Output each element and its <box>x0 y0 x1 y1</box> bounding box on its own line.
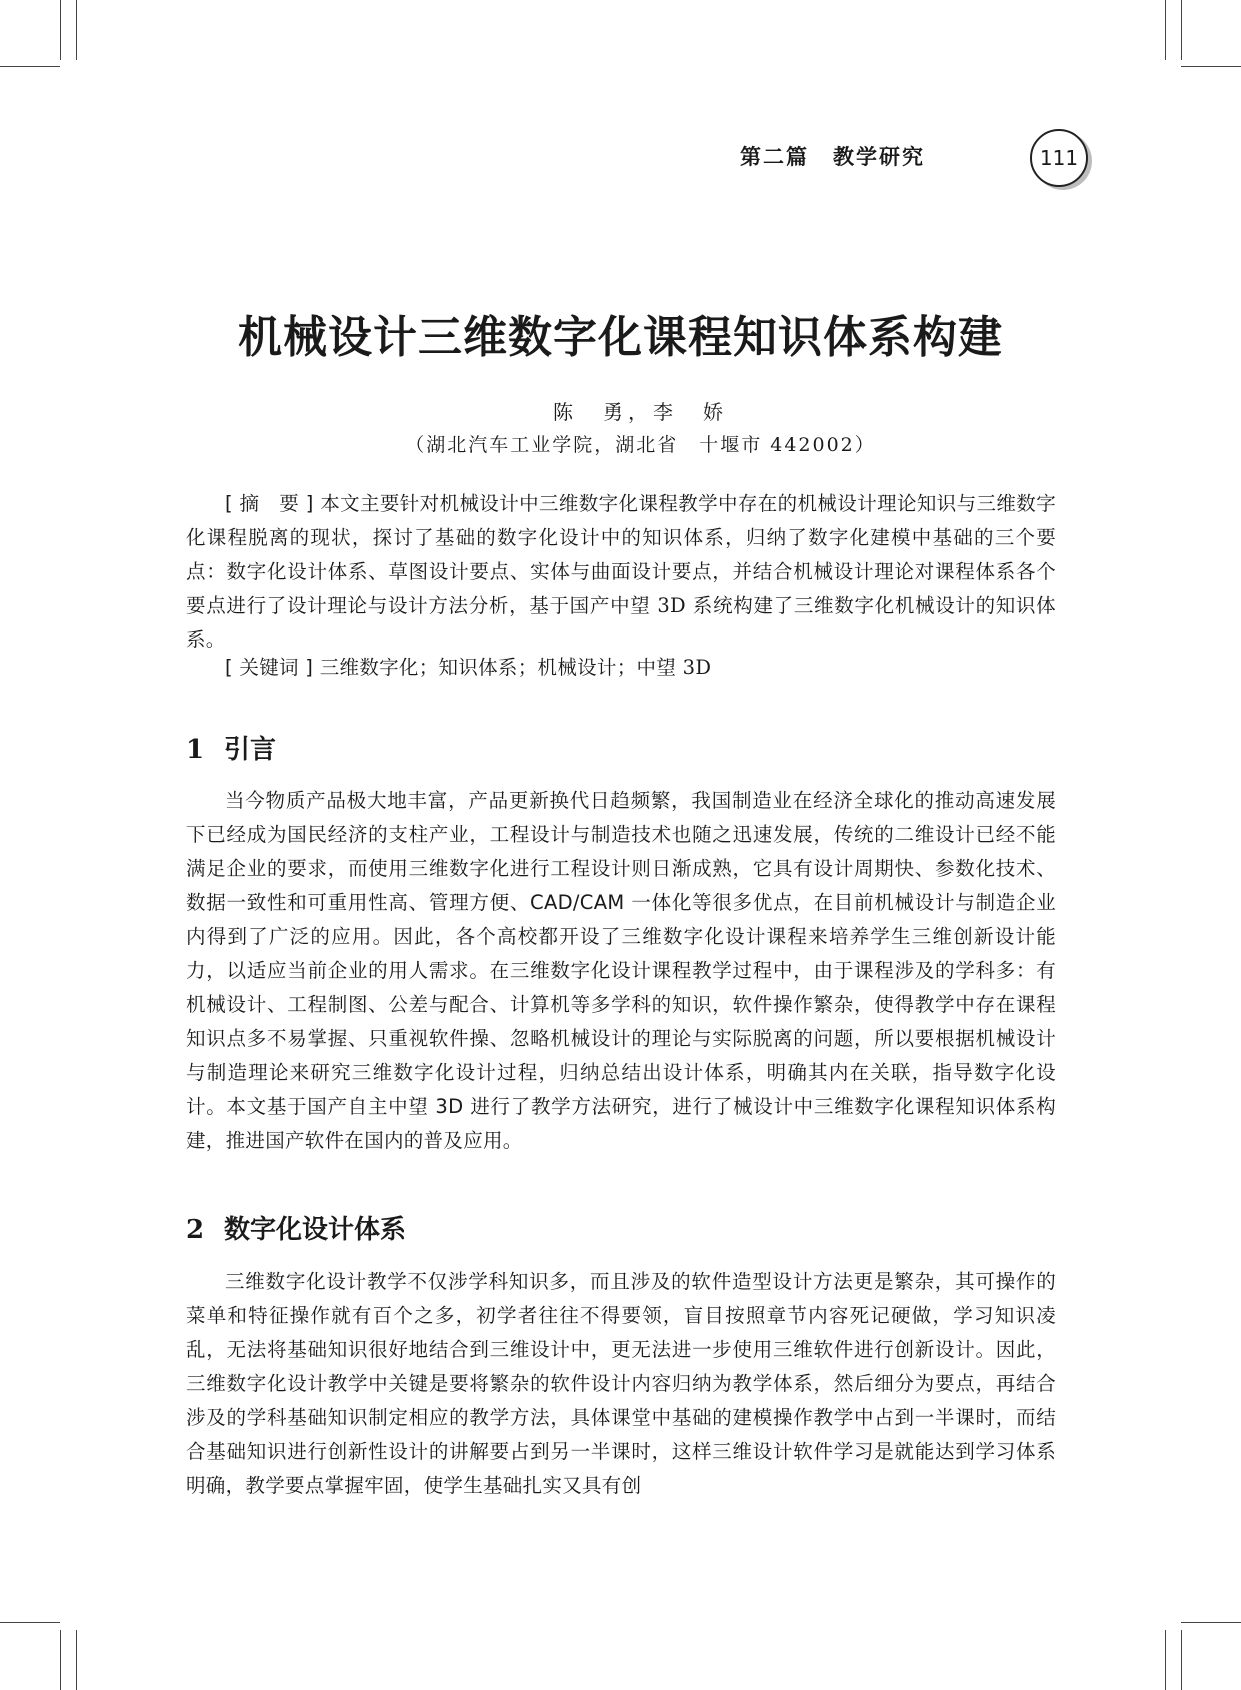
affiliation: （湖北汽车工业学院，湖北省 十堰市 442002） <box>405 434 876 456</box>
section-heading-2 <box>186 1209 406 1246</box>
section-title: 数字化设计体系 <box>224 1215 407 1245</box>
section-heading-1 <box>186 729 276 766</box>
crop-mark <box>1181 0 1182 60</box>
crop-mark <box>0 1622 60 1623</box>
abstract-text: 本文主要针对机械设计中三维数字化课程教学中存在的机械设计理论知识与三维数字化课程脱离的现状，探讨了基础的数字化设计中的知识体系，归纳了数字化建模中基础的三个要点：数字化设计体系、草图设计要点、实体与曲面设计要点，并结合机械设计理论对课程体系各个要点进行了设计理论与设计方法分析，基于国产中望 3D 系统构建了三维数字化机械设计的知识体系。 <box>186 492 1056 651</box>
crop-mark <box>1181 1622 1241 1623</box>
section-body-1 <box>186 784 1056 1158</box>
crop-mark <box>76 0 77 60</box>
running-head <box>740 141 925 171</box>
section-number: 2 <box>186 1215 205 1245</box>
crop-mark <box>0 66 60 67</box>
crop-mark <box>1165 1630 1166 1690</box>
section-paragraph: 当今物质产品极大地丰富，产品更新换代日趋频繁，我国制造业在经济全球化的推动高速发展下已经成为国民经济的支柱产业，工程设计与制造技术也随之迅速发展，传统的二维设计已经不能满足企业的要求，而使用三维数字化进行工程设计则日渐成熟，它具有设计周期快、参数化技术、数据一致性和可重用性高、管理方便、CAD/CAM 一体化等很多优点，在目前机械设计与制造企业内得到了广泛的应用。因此，各个高校都开设了三维数字化设计课程来培养学生三维创新设计能力，以适应当前企业的用人需求。在三维数字化设计课程教学过程中，由于课程涉及的学科多：有机械设计、工程制图、公差与配合、计算机等多学科的知识，软件操作繁杂，使得教学中存在课程知识点多不易掌握、只重视软件操、忽略机械设计的理论与实际脱离的问题，所以要根据机械设计与制造理论来研究三维数字化设计过程，归纳总结出设计体系，明确其内在关联，指导数字化设计。本文基于国产自主中望 3D 进行了教学方法研究，进行了械设计中三维数字化课程知识体系构建，推进国产软件在国内的普及应用。 <box>186 789 1056 1152</box>
keywords-label: [ 关键词 ] <box>225 656 314 679</box>
crop-mark <box>1181 1630 1182 1690</box>
keywords-paragraph <box>186 651 1056 685</box>
keywords <box>186 651 1056 685</box>
page-number-badge <box>1030 129 1088 187</box>
section-body-2 <box>186 1265 1056 1503</box>
keywords-text: 三维数字化；知识体系；机械设计；中望 3D <box>319 656 712 679</box>
abstract <box>186 487 1056 657</box>
running-head-part: 第二篇 <box>740 144 809 169</box>
abstract-label: [ 摘 要 ] <box>225 492 314 515</box>
crop-mark <box>1165 0 1166 60</box>
page-number: 111 <box>1039 146 1079 170</box>
crop-mark <box>60 1630 61 1690</box>
running-head-section: 教学研究 <box>833 144 925 169</box>
crop-mark <box>76 1630 77 1690</box>
crop-mark <box>60 0 61 60</box>
crop-mark <box>1181 66 1241 67</box>
paper-title: 机械设计三维数字化课程知识体系构建 <box>238 312 1003 363</box>
section-title: 引言 <box>224 735 277 765</box>
abstract-paragraph <box>186 487 1056 657</box>
section-number: 1 <box>186 735 205 765</box>
section-paragraph: 三维数字化设计教学不仅涉学科知识多，而且涉及的软件造型设计方法更是繁杂，其可操作的菜单和特征操作就有百个之多，初学者往往不得要领，盲目按照章节内容死记硬做，学习知识凌乱，无法将基础知识很好地结合到三维设计中，更无法进一步使用三维软件进行创新设计。因此，三维数字化设计教学中关键是要将繁杂的软件设计内容归纳为教学体系，然后细分为要点，再结合涉及的学科基础知识制定相应的教学方法，具体课堂中基础的建模操作教学中占到一半课时，而结合基础知识进行创新性设计的讲解要占到另一半课时，这样三维设计软件学习是就能达到学习体系明确，教学要点掌握牢固，使学生基础扎实又具有创 <box>186 1270 1056 1497</box>
authors: 陈 勇，李 娇 <box>553 400 728 424</box>
